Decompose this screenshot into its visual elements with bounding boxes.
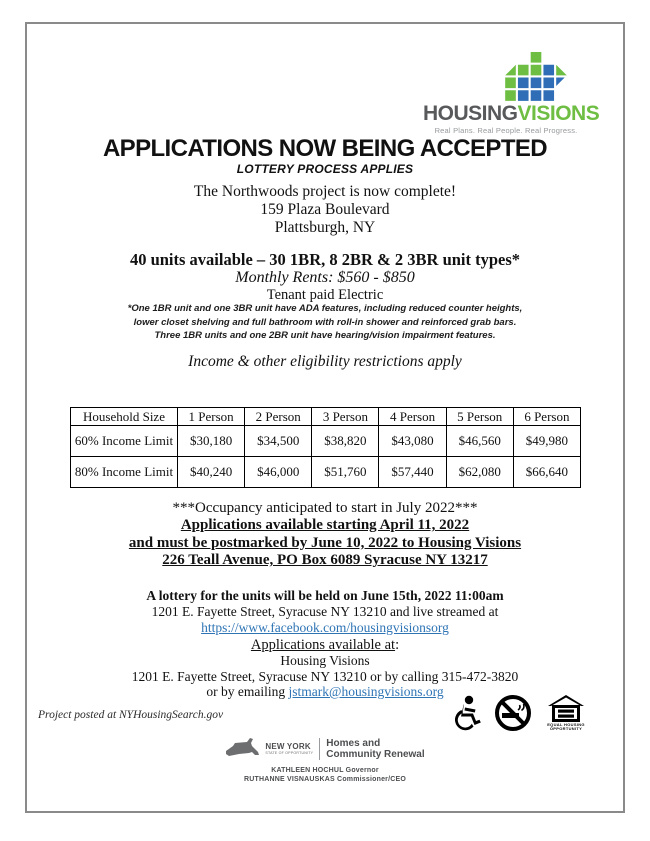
availability-heading bbox=[27, 637, 623, 654]
table-cell: $30,180 bbox=[178, 426, 245, 457]
brand-name bbox=[423, 102, 600, 125]
project-address-street: 159 Plaza Boulevard bbox=[260, 201, 390, 218]
availability-heading-colon: : bbox=[395, 637, 400, 653]
table-row bbox=[71, 457, 581, 488]
table-header-cell: 1 Person bbox=[178, 408, 245, 426]
availability-email-prefix: or by emailing bbox=[206, 684, 289, 699]
posted-note: Project posted at NYHousingSearch.gov bbox=[38, 709, 224, 721]
table-cell: $51,760 bbox=[312, 457, 379, 488]
availability-address-phone: 1201 E. Fayette Street, Syracuse NY 13210 or by calling 315-472-3820 bbox=[131, 668, 519, 684]
email-link[interactable]: jstmark@housingvisions.org bbox=[288, 684, 444, 699]
project-address-city: Plattsburgh, NY bbox=[274, 219, 376, 236]
ny-state-icon bbox=[225, 737, 259, 761]
compliance-icons bbox=[449, 694, 589, 732]
table-cell: $62,080 bbox=[446, 457, 513, 488]
page-subtitle: LOTTERY PROCESS APPLIES bbox=[236, 162, 414, 176]
availability-heading-text: Applications available at bbox=[250, 637, 396, 653]
state-officials-credits bbox=[0, 766, 650, 784]
ny-logo-newyork: NEW YORK bbox=[265, 741, 311, 751]
table-header-row bbox=[71, 408, 581, 426]
project-intro bbox=[27, 183, 623, 237]
lottery-location-line bbox=[27, 604, 623, 636]
postmark-deadline: and must be postmarked by June 10, 2022 to Housing Visions bbox=[128, 534, 522, 551]
no-smoking-icon bbox=[494, 694, 532, 732]
availability-org: Housing Visions bbox=[280, 653, 370, 668]
row-label-60-percent: 60% Income Limit bbox=[71, 426, 178, 457]
monthly-rents: Monthly Rents: $560 - $850 bbox=[235, 269, 415, 286]
table-cell: $46,000 bbox=[245, 457, 312, 488]
table-header-cell: 5 Person bbox=[446, 408, 513, 426]
house-logo-icon bbox=[503, 52, 569, 103]
project-complete-line: The Northwoods project is now complete! bbox=[193, 183, 457, 200]
accessibility-icon bbox=[449, 695, 483, 731]
equal-housing-logo bbox=[543, 695, 589, 732]
income-limits-table bbox=[70, 407, 581, 488]
lottery-location-text: 1201 E. Fayette Street, Syracuse NY 13210 and live streamed at bbox=[151, 604, 499, 619]
availability-details bbox=[27, 653, 623, 700]
table-header-cell: 2 Person bbox=[245, 408, 312, 426]
table-cell: $66,640 bbox=[513, 457, 580, 488]
occupancy-note: ***Occupancy anticipated to start in July 2022*** bbox=[172, 500, 478, 516]
ny-logo-opportunity: STATE OF OPPORTUNITY bbox=[265, 750, 314, 755]
brand-tagline: Real Plans. Real People. Real Progress. bbox=[434, 126, 578, 135]
table-header-cell: 4 Person bbox=[379, 408, 446, 426]
table-cell: $49,980 bbox=[513, 426, 580, 457]
ada-features-note bbox=[27, 302, 623, 343]
ada-note-line-1: *One 1BR unit and one 3BR unit have ADA features, including reduced counter heights, bbox=[127, 303, 523, 314]
table-header-cell: Household Size bbox=[71, 408, 178, 426]
eligibility-note: Income & other eligibility restrictions apply bbox=[188, 353, 462, 370]
brand-housing: HOUSING bbox=[423, 102, 518, 125]
table-cell: $46,560 bbox=[446, 426, 513, 457]
lottery-date-line: A lottery for the units will be held on June 15th, 2022 11:00am bbox=[146, 588, 504, 603]
units-headline: 40 units available – 30 1BR, 8 2BR & 2 3BR unit types* bbox=[129, 250, 521, 269]
tenant-electric-note: Tenant paid Electric bbox=[266, 287, 384, 303]
table-cell: $38,820 bbox=[312, 426, 379, 457]
mailing-address: 226 Teall Avenue, PO Box 6089 Syracuse NY 13217 bbox=[162, 552, 488, 568]
table-row bbox=[71, 426, 581, 457]
table-cell: $40,240 bbox=[178, 457, 245, 488]
equal-housing-label: EQUAL HOUSING OPPORTUNITY bbox=[547, 721, 585, 731]
governor-credit: KATHLEEN HOCHUL Governor bbox=[271, 767, 379, 774]
hcr-renewal-line: Community Renewal bbox=[326, 749, 425, 760]
table-cell: $43,080 bbox=[379, 426, 446, 457]
table-cell: $57,440 bbox=[379, 457, 446, 488]
brand-visions: VISIONS bbox=[517, 102, 600, 125]
applications-start-date: Applications available starting April 11, 2022 bbox=[180, 517, 470, 533]
table-header-cell: 6 Person bbox=[513, 408, 580, 426]
logo-divider bbox=[319, 738, 320, 760]
equal-housing-icon bbox=[548, 695, 584, 722]
nys-hcr-logo bbox=[0, 737, 650, 761]
row-label-80-percent: 80% Income Limit bbox=[71, 457, 178, 488]
ada-note-line-2: lower closet shelving and full bathroom with roll-in shower and reinforced grab bars. bbox=[133, 316, 517, 328]
page-title: APPLICATIONS NOW BEING ACCEPTED bbox=[102, 135, 548, 162]
housing-visions-logo bbox=[423, 52, 600, 135]
facebook-link[interactable]: https://www.facebook.com/housingvisionsorg bbox=[201, 620, 449, 635]
table-header-cell: 3 Person bbox=[312, 408, 379, 426]
hcr-homes-line: Homes and bbox=[326, 738, 381, 749]
table-cell: $34,500 bbox=[245, 426, 312, 457]
application-dates bbox=[27, 517, 623, 570]
commissioner-credit: RUTHANNE VISNAUSKAS Commissioner/CEO bbox=[244, 776, 406, 783]
ada-note-line-3: Three 1BR units and one 2BR unit have hearing/vision impairment features. bbox=[154, 330, 496, 341]
